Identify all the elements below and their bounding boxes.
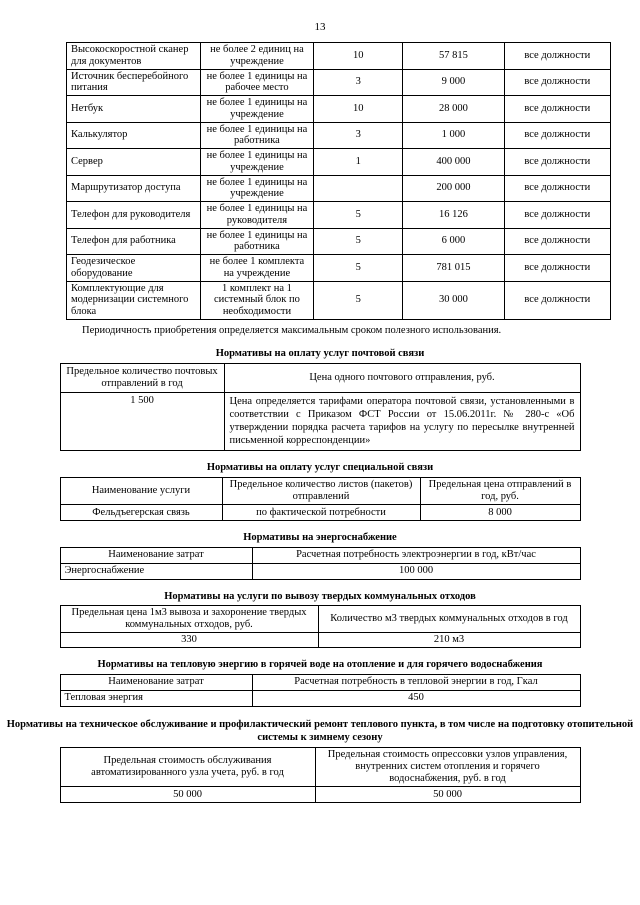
special-comm-table	[60, 477, 581, 521]
equipment-norm: не более 1 единицы на работника	[200, 228, 313, 255]
service-heading-line2: числе на подготовку отопительной системы к зимнему сезону	[257, 718, 634, 743]
table-row	[67, 255, 611, 282]
equipment-positions: все должности	[504, 43, 610, 70]
equipment-name: Нетбук	[67, 96, 201, 123]
waste-section	[0, 591, 640, 649]
equipment-positions: все должности	[504, 69, 610, 96]
equipment-price: 6 000	[403, 228, 504, 255]
table-row	[60, 392, 580, 451]
heat-section	[0, 659, 640, 707]
equipment-price: 57 815	[403, 43, 504, 70]
service-heading	[0, 718, 640, 744]
waste-table-body	[60, 606, 580, 648]
waste-header-volume: Количество м3 твердых коммунальных отходов в год	[318, 606, 580, 633]
postal-price-description: Цена определяется тарифами оператора почтовой связи, установленными в соответствии с Приказом ФСТ России от 15.06.2011г. № 280-с «Об утверждении порядка расчета тарифов на услугу по пересылке внутренней письменной корреспонденции»	[224, 392, 580, 451]
postal-quantity-value: 1 500	[60, 392, 224, 451]
equipment-qty: 5	[314, 281, 403, 319]
equipment-price: 30 000	[403, 281, 504, 319]
equipment-price: 781 015	[403, 255, 504, 282]
special-comm-service: Фельдъегерская связь	[60, 505, 222, 521]
table-row	[60, 563, 580, 579]
energy-norms-table	[60, 547, 581, 580]
postal-heading: Нормативы на оплату услуг почтовой связи	[215, 348, 425, 360]
equipment-qty: 5	[314, 228, 403, 255]
equipment-price: 200 000	[403, 175, 504, 202]
special-comm-header-service: Наименование услуги	[60, 478, 222, 505]
equipment-price: 9 000	[403, 69, 504, 96]
postal-table-body	[60, 363, 580, 451]
equipment-qty: 5	[314, 255, 403, 282]
service-header-meter: Предельная стоимость обслуживания автоматизированного узла учета, руб. в год	[60, 748, 315, 787]
equipment-price: 16 126	[403, 202, 504, 229]
heat-cost-name: Тепловая энергия	[60, 690, 252, 706]
waste-volume-value: 210 м3	[318, 633, 580, 648]
heat-header-demand: Расчетная потребность в тепловой энергии в год, Гкал	[252, 674, 580, 690]
service-norms-table	[60, 747, 581, 803]
equipment-name: Сервер	[67, 149, 201, 176]
equipment-positions: все должности	[504, 281, 610, 319]
energy-section	[0, 532, 640, 580]
equipment-norm: не более 1 единицы на учреждение	[200, 96, 313, 123]
special-comm-price: 8 000	[420, 505, 580, 521]
table-row	[60, 690, 580, 706]
equipment-price: 400 000	[403, 149, 504, 176]
table-row	[60, 674, 580, 690]
postal-header-quantity: Предельное количество почтовых отправлений в год	[60, 363, 224, 392]
table-row	[60, 478, 580, 505]
equipment-qty: 1	[314, 149, 403, 176]
heat-table-body	[60, 674, 580, 706]
equipment-qty: 10	[314, 96, 403, 123]
service-pressure-test-value: 50 000	[315, 787, 580, 803]
equipment-name: Маршрутизатор доступа	[67, 175, 201, 202]
postal-norms-table	[60, 363, 581, 452]
equipment-price: 28 000	[403, 96, 504, 123]
table-row	[60, 748, 580, 787]
equipment-positions: все должности	[504, 96, 610, 123]
equipment-qty: 3	[314, 69, 403, 96]
equipment-name: Комплектующие для модернизации системного блока	[67, 281, 201, 319]
service-section	[0, 718, 640, 803]
energy-header-demand: Расчетная потребность электроэнергии в год, кВт/час	[252, 547, 580, 563]
energy-cost-name: Энергоснабжение	[60, 563, 252, 579]
table-row	[60, 606, 580, 633]
special-comm-heading: Нормативы на оплату услуг специальной связи	[206, 462, 434, 474]
equipment-name: Источник бесперебойного питания	[67, 69, 201, 96]
energy-header-name: Наименование затрат	[60, 547, 252, 563]
equipment-positions: все должности	[504, 228, 610, 255]
waste-price-value: 330	[60, 633, 318, 648]
equipment-norms-table	[66, 42, 611, 320]
equipment-norm: не более 1 комплекта на учреждение	[200, 255, 313, 282]
equipment-norm: не более 1 единицы на работника	[200, 122, 313, 149]
equipment-price: 1 000	[403, 122, 504, 149]
table-row	[67, 43, 611, 70]
service-heading-line1: Нормативы на техническое обслуживание и профилактический ремонт теплового пункта, в том	[6, 718, 466, 730]
equipment-name: Высокоскоростной сканер для документов	[67, 43, 201, 70]
table-row	[67, 122, 611, 149]
service-header-pressure-test: Предельная стоимость опрессовки узлов управления, внутренних систем отопления и горячего водоснабжения, руб. в год	[315, 748, 580, 787]
equipment-norm: не более 1 единицы на учреждение	[200, 175, 313, 202]
equipment-positions: все должности	[504, 175, 610, 202]
equipment-positions: все должности	[504, 122, 610, 149]
table-row	[60, 505, 580, 521]
special-comm-header-price: Предельная цена отправлений в год, руб.	[420, 478, 580, 505]
table-row	[67, 69, 611, 96]
table-row	[67, 228, 611, 255]
heat-norms-table	[60, 674, 581, 707]
table-row	[60, 787, 580, 803]
waste-norms-table	[60, 605, 581, 648]
equipment-norm: не более 1 единицы на учреждение	[200, 149, 313, 176]
equipment-positions: все должности	[504, 255, 610, 282]
special-comm-table-body	[60, 478, 580, 521]
equipment-positions: все должности	[504, 202, 610, 229]
table-row	[60, 633, 580, 648]
heat-heading: Нормативы на тепловую энергию в горячей воде на отопление и для горячего водоснабжения	[97, 659, 543, 671]
waste-heading: Нормативы на услуги по вывозу твердых коммунальных отходов	[164, 590, 476, 602]
equipment-name: Телефон для работника	[67, 228, 201, 255]
service-meter-value: 50 000	[60, 787, 315, 803]
table-row	[67, 96, 611, 123]
equipment-name: Телефон для руководителя	[67, 202, 201, 229]
table-row	[67, 149, 611, 176]
table-row	[60, 363, 580, 392]
heat-demand-value: 450	[252, 690, 580, 706]
energy-table-body	[60, 547, 580, 579]
equipment-qty: 3	[314, 122, 403, 149]
equipment-norm: не более 2 единиц на учреждение	[200, 43, 313, 70]
special-comm-header-quantity: Предельное количество листов (пакетов) отправлений	[222, 478, 420, 505]
postal-section	[0, 348, 640, 451]
postal-header-price: Цена одного почтового отправления, руб.	[224, 363, 580, 392]
table-row	[67, 281, 611, 319]
table-row	[67, 175, 611, 202]
special-comm-section	[0, 462, 640, 521]
heat-header-name: Наименование затрат	[60, 674, 252, 690]
page-number: 13	[314, 21, 326, 33]
energy-demand-value: 100 000	[252, 563, 580, 579]
equipment-table-body	[67, 43, 611, 320]
equipment-qty: 5	[314, 202, 403, 229]
equipment-norm: не более 1 единицы на рабочее место	[200, 69, 313, 96]
equipment-qty: 10	[314, 43, 403, 70]
waste-header-price: Предельная цена 1м3 вывоза и захоронение твердых коммунальных отходов, руб.	[60, 606, 318, 633]
periodicity-note: Периодичность приобретения определяется максимальным сроком полезного использования.	[82, 324, 502, 336]
table-row	[67, 202, 611, 229]
equipment-norm: 1 комплект на 1 системный блок по необходимости	[200, 281, 313, 319]
equipment-name: Геодезическое оборудование	[67, 255, 201, 282]
special-comm-quantity: по фактической потребности	[222, 505, 420, 521]
equipment-qty	[314, 175, 403, 202]
energy-heading: Нормативы на энергоснабжение	[243, 532, 397, 544]
table-row	[60, 547, 580, 563]
equipment-name: Калькулятор	[67, 122, 201, 149]
equipment-positions: все должности	[504, 149, 610, 176]
service-table-body	[60, 748, 580, 803]
equipment-norm: не более 1 единицы на руководителя	[200, 202, 313, 229]
